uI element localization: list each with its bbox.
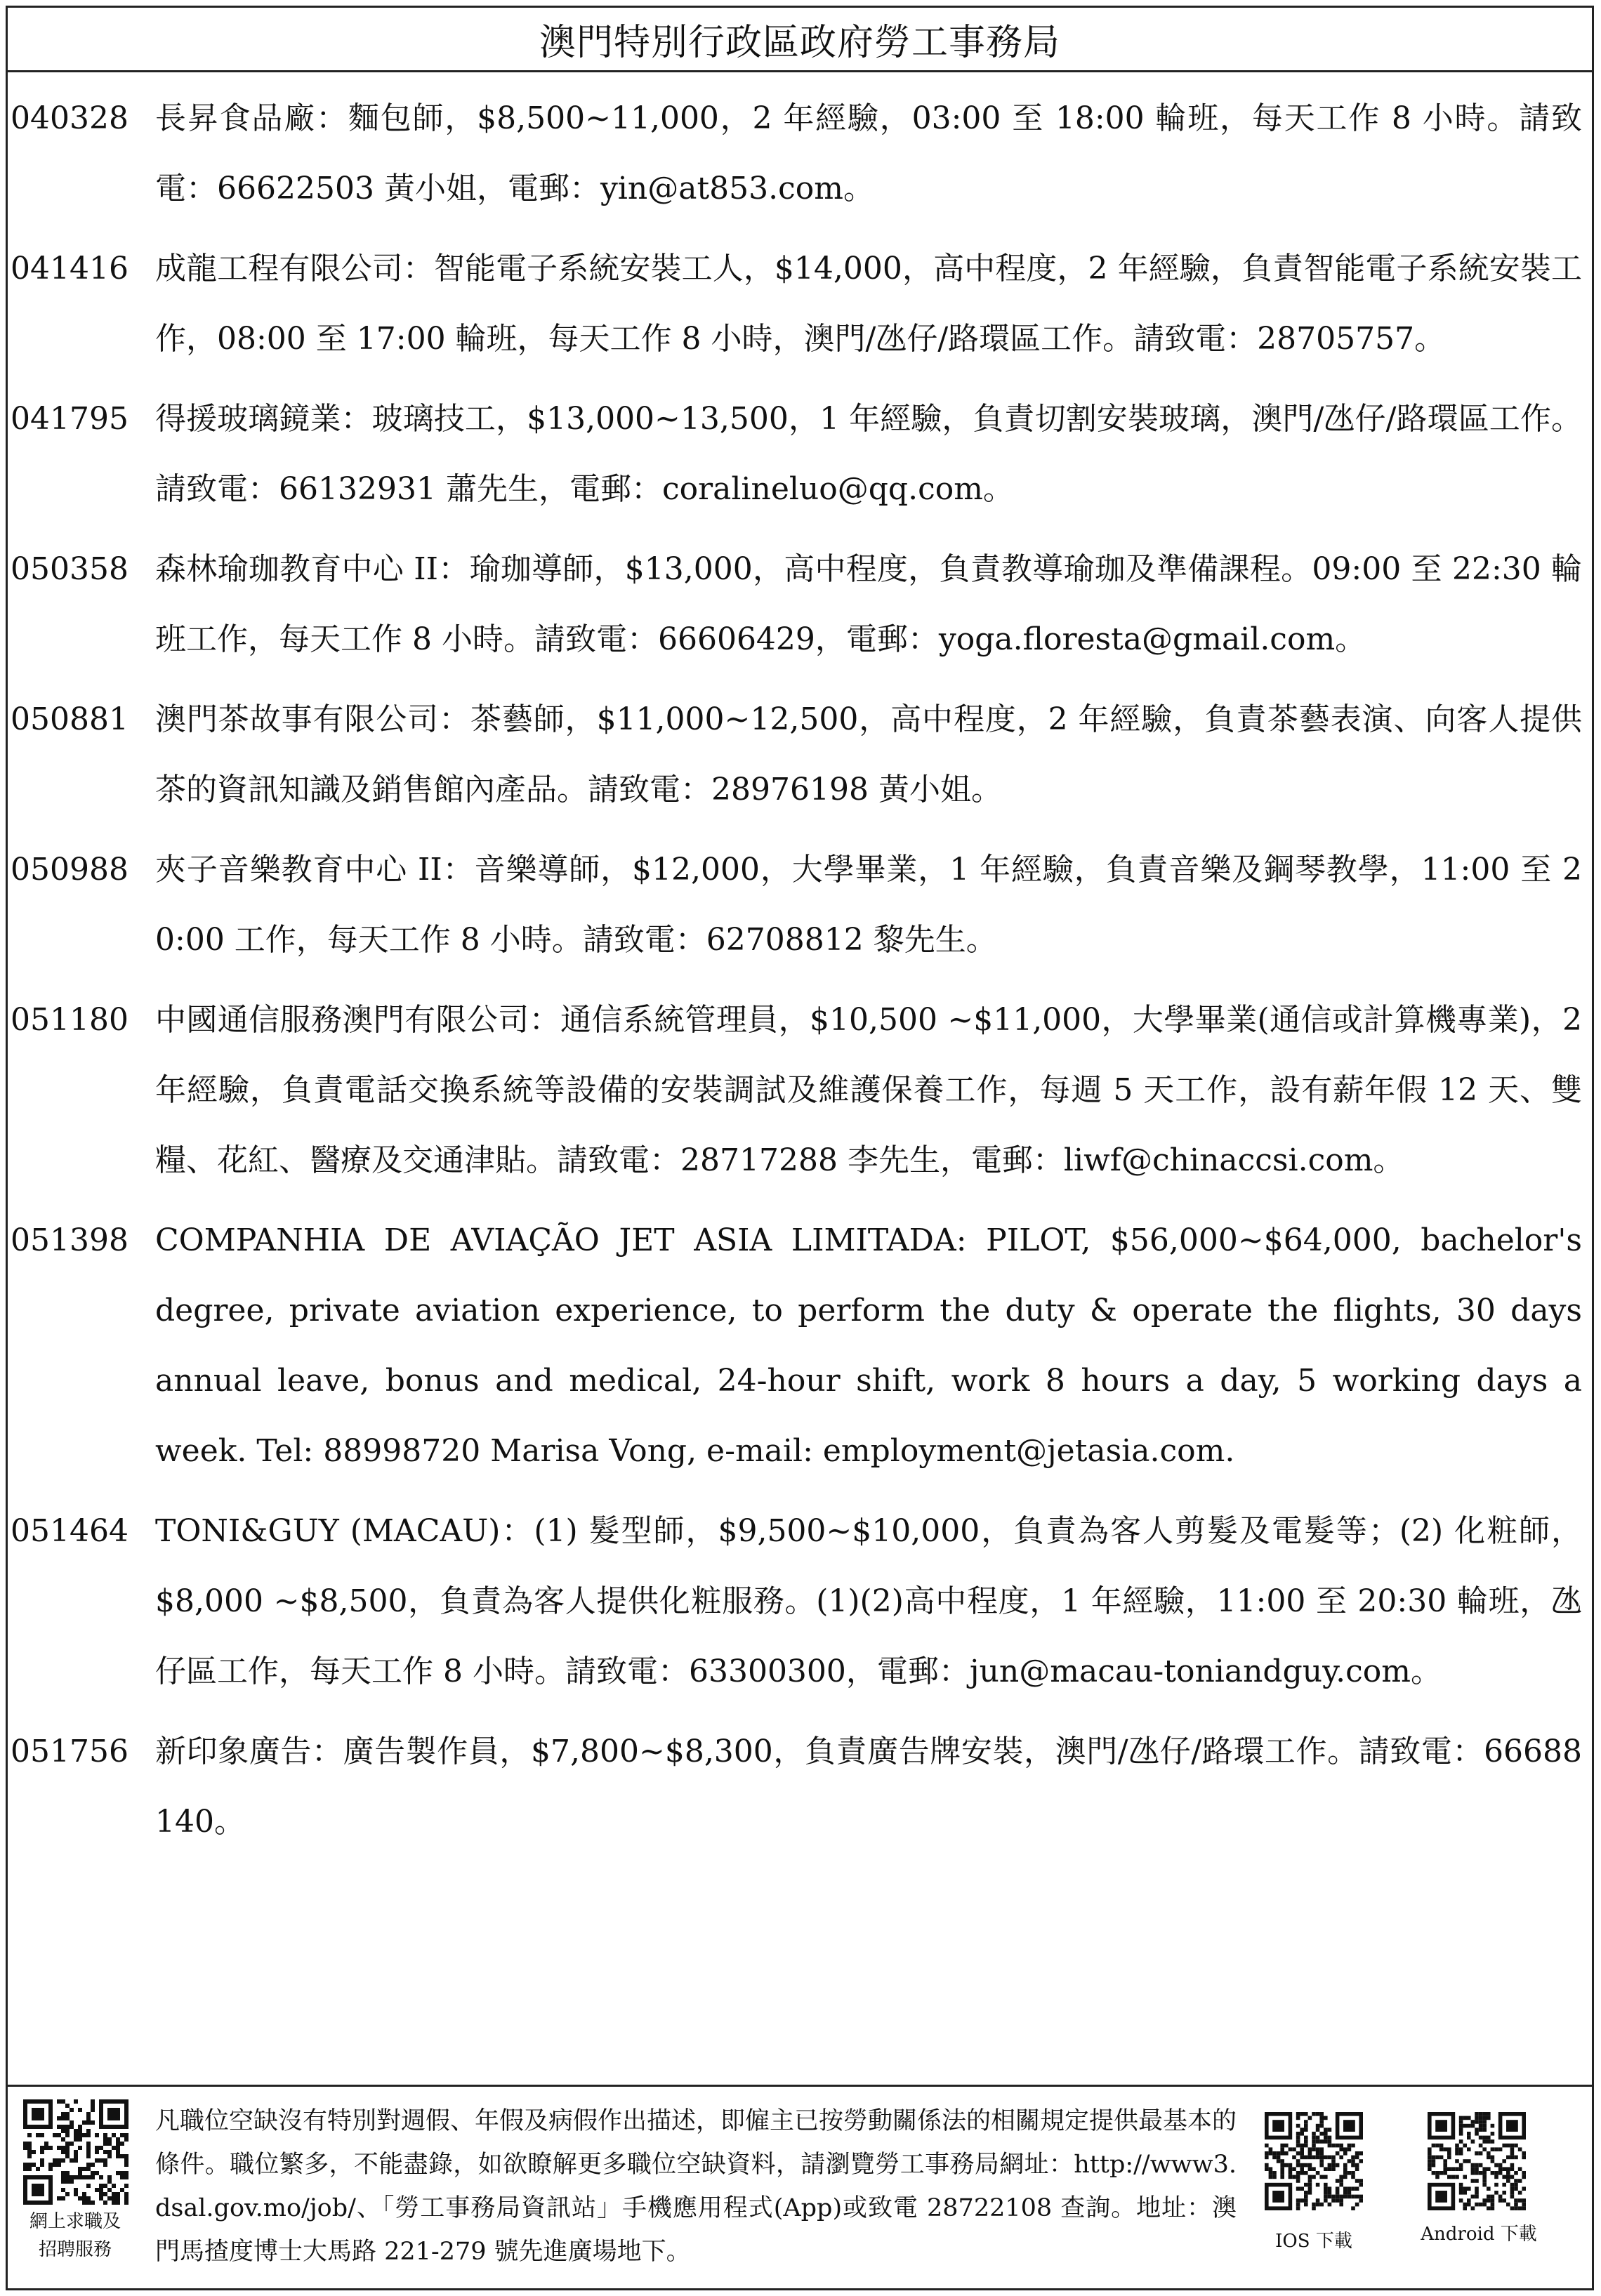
qr-caption-line2: 招聘服務 (38, 2239, 112, 2260)
job-code: 041795 (11, 401, 129, 437)
job-listing (8, 534, 1592, 675)
job-description: 成龍工程有限公司：智能電子系統安裝工人，$14,000，高中程度，2 年經驗，負責智能電子系統安裝工作，08:00 至 17:00 輪班，每天工作 8 小時，澳門/氹仔/路環區工作。請致電：28705757。 (155, 251, 1582, 357)
job-listing (8, 835, 1592, 975)
job-listing (8, 985, 1592, 1196)
job-listing (8, 84, 1592, 224)
job-description: 新印象廣告：廣告製作員，$7,800~$8,300，負責廣告牌安裝，澳門/氹仔/路環工作。請致電：66688140。 (155, 1734, 1582, 1840)
job-code: 051180 (11, 1002, 129, 1038)
job-listing (8, 1717, 1592, 1857)
job-code: 040328 (11, 100, 129, 136)
job-listings (8, 84, 1592, 1867)
job-code: 051464 (11, 1513, 129, 1549)
job-code: 051398 (11, 1222, 129, 1258)
job-description: 中國通信服務澳門有限公司：通信系統管理員，$10,500 ~$11,000，大學畢業(通信或計算機專業)，2 年經驗，負責電話交換系統等設備的安裝調試及維護保養工作，每週 5 天工作，設有薪年假 12 天、雙糧、花紅、醫療及交通津貼。請致電：28717288 李先生，電郵：liwf@chinaccsi.com。 (155, 1002, 1582, 1178)
job-description: TONI&GUY (MACAU)：(1) 髮型師，$9,500~$10,000，負責為客人剪髮及電髮等；(2) 化粧師，$8,000 ~$8,500，負責為客人提供化粧服務。(1)(2)高中程度，1 年經驗，11:00 至 20:30 輪班，氹仔區工作，每天工作 8 小時。請致電：63300300，電郵：jun@macau-toniandguy.com。 (155, 1513, 1582, 1689)
job-listing (8, 234, 1592, 374)
job-notice-frame (6, 6, 1594, 2290)
job-description: 森林瑜珈教育中心 II：瑜珈導師，$13,000，高中程度，負責教導瑜珈及準備課程。09:00 至 22:30 輪班工作，每天工作 8 小時。請致電：66606429，電郵：yoga.floresta@gmail.com。 (155, 551, 1582, 657)
ios-download-qr-code[interactable] (1265, 2112, 1363, 2210)
page-title: 澳門特別行政區政府勞工事務局 (8, 8, 1592, 72)
job-description: 夾子音樂教育中心 II：音樂導師，$12,000，大學畢業，1 年經驗，負責音樂及鋼琴教學，11:00 至 20:00 工作，每天工作 8 小時。請致電：62708812 黎先生。 (155, 852, 1582, 958)
android-download-label: Android 下載 (1421, 2224, 1537, 2245)
job-description: 澳門茶故事有限公司：茶藝師，$11,000~12,500，高中程度，2 年經驗，負責茶藝表演、向客人提供茶的資訊知識及銷售館內產品。請致電：28976198 黃小姐。 (155, 701, 1582, 807)
job-description: 得援玻璃鏡業：玻璃技工，$13,000~13,500，1 年經驗，負責切割安裝玻璃，澳門/氹仔/路環區工作。請致電：66132931 蕭先生，電郵：coralineluo@qq.com。 (155, 401, 1582, 507)
job-service-qr-code[interactable] (23, 2099, 129, 2205)
qr-caption-line1: 網上求職及 (29, 2211, 121, 2232)
job-listing (8, 384, 1592, 524)
job-description: 長昇食品廠：麵包師，$8,500~11,000，2 年經驗，03:00 至 18:00 輪班，每天工作 8 小時。請致電：66622503 黃小姐，電郵：yin@at853.com。 (155, 100, 1582, 206)
job-code: 050881 (11, 701, 129, 737)
job-code: 041416 (11, 251, 129, 286)
job-listing (8, 1206, 1592, 1486)
android-download-qr-code[interactable] (1428, 2112, 1526, 2210)
job-listing (8, 685, 1592, 825)
job-code: 050358 (11, 551, 129, 587)
footer-notice: 凡職位空缺沒有特別對週假、年假及病假作出描述，即僱主已按勞動關係法的相關規定提供最基本的條件。職位繁多，不能盡錄，如欲瞭解更多職位空缺資料，請瀏覽勞工事務局網址：http://www3.dsal.gov.mo/job/、「勞工事務局資訊站」手機應用程式(App)或致電 28722108 查詢。地址：澳門馬揸度博士大馬路 221-279 號先進廣場地下。 (155, 2107, 1237, 2266)
job-listing (8, 1496, 1592, 1707)
job-code: 050988 (11, 852, 129, 888)
ios-download-label: IOS 下載 (1275, 2231, 1352, 2252)
job-code: 051756 (11, 1734, 129, 1769)
footer (8, 2085, 1592, 2288)
job-service-qr-caption (12, 2208, 138, 2264)
job-description: COMPANHIA DE AVIAÇÃO JET ASIA LIMITADA: PILOT, $56,000~$64,000, bachelor's degree, private aviation experience, to perform the duty & operate the flights, 30 days annual leave, bonus and medical, 24-hour shift, work 8 hours a day, 5 working days a week. Tel: 88998720 Marisa Vong, e-mail: employment@jetasia.com. (155, 1222, 1582, 1469)
